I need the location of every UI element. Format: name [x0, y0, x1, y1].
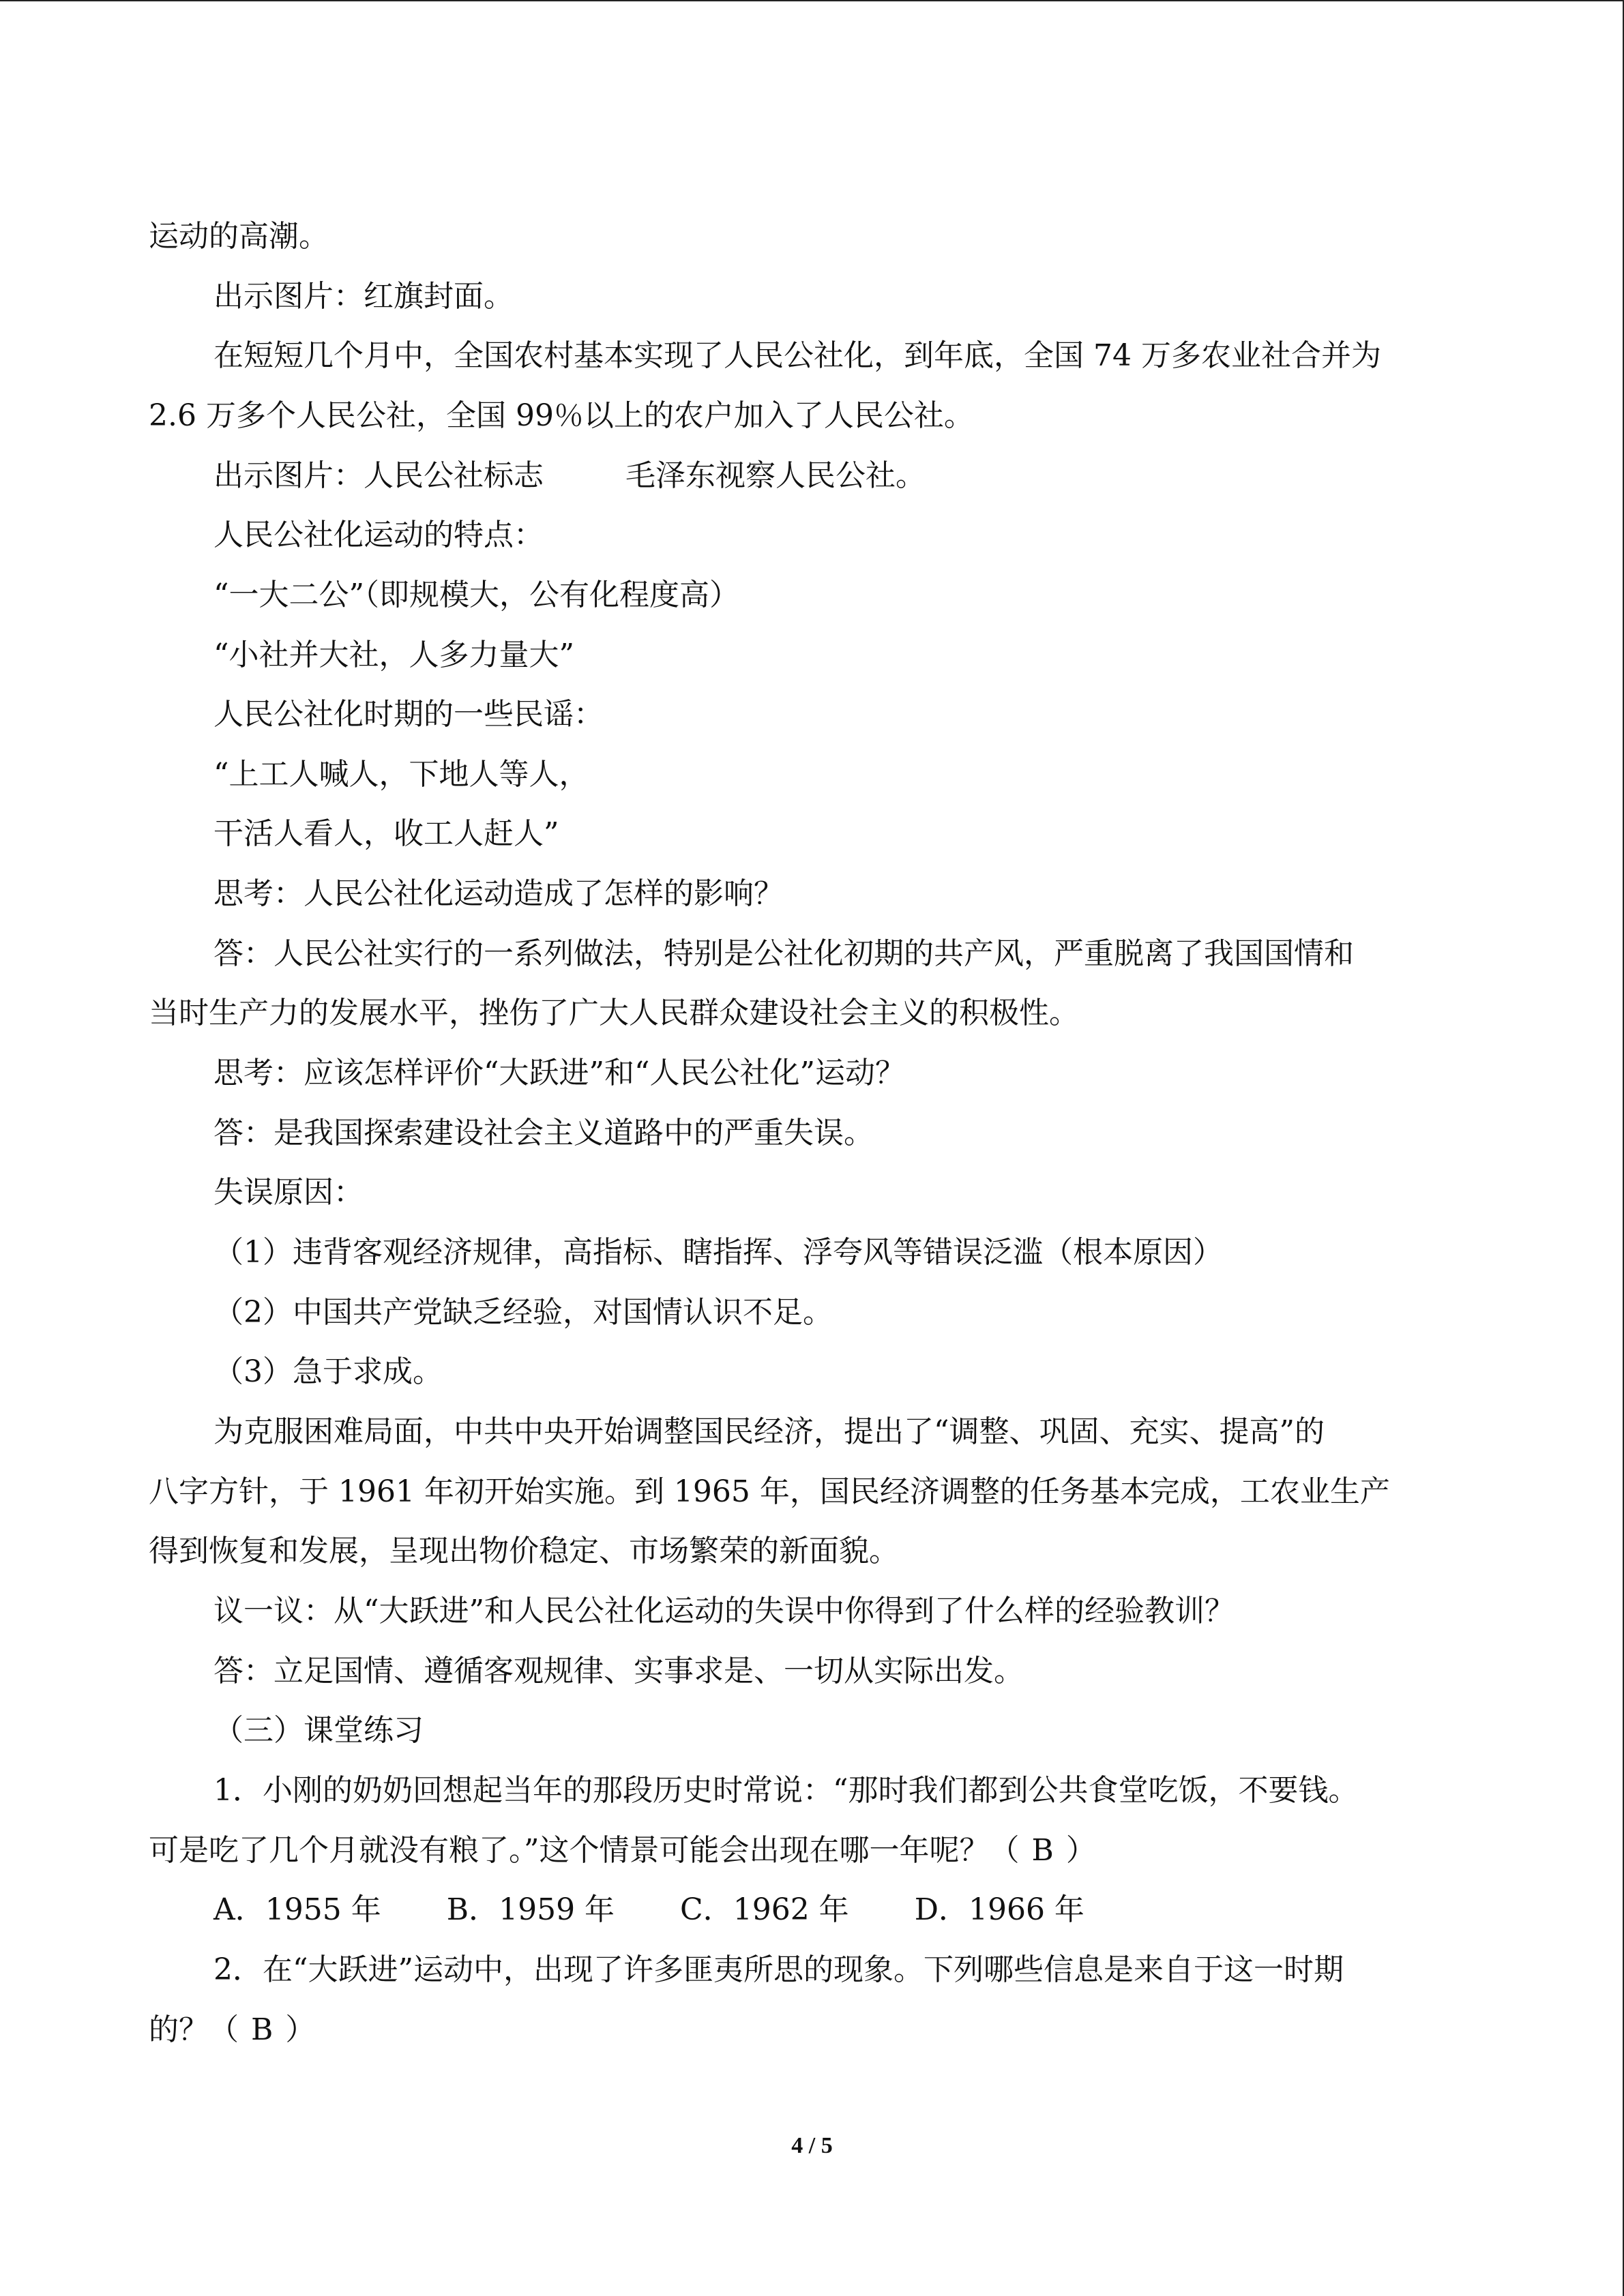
question-2-tail-text: 的？（	[149, 2012, 239, 2047]
picture-line-right: 毛泽东视察人民公社。	[625, 458, 926, 493]
page-top-border	[0, 0, 1624, 1]
option-d: D．1966 年	[914, 1892, 1084, 1927]
question-1-tail-text: 可是吃了几个月就没有粮了。”这个情景可能会出现在哪一年呢？（	[149, 1833, 1020, 1868]
option-c: C．1962 年	[680, 1892, 849, 1927]
text-line: （2）中国共产党缺乏经验，对国情认识不足。	[213, 1295, 833, 1330]
question-2-answer: B	[251, 2012, 274, 2047]
text-line: 2.6 万多个人民公社，全国 99％以上的农户加入了人民公社。	[149, 398, 974, 433]
text-line: 人民公社化运动的特点：	[213, 518, 544, 552]
text-line: 思考：人民公社化运动造成了怎样的影响？	[213, 876, 784, 911]
text-line: 答：是我国探索建设社会主义道路中的严重失误。	[213, 1116, 874, 1150]
text-line: 议一议：从“大跃进”和人民公社化运动的失误中你得到了什么样的经验教训？	[213, 1594, 1235, 1628]
text-line: 人民公社化时期的一些民谣：	[213, 697, 604, 732]
text-line: （1）违背客观经济规律，高指标、瞎指挥、浮夸风等错误泛滥（根本原因）	[213, 1235, 1223, 1270]
picture-line	[213, 456, 926, 496]
text-line: 干活人看人，收工人赶人”	[213, 816, 559, 851]
text-line: （3）急于求成。	[213, 1354, 443, 1389]
section-heading: （三）课堂练习	[213, 1713, 424, 1748]
text-line: 思考：应该怎样评价“大跃进”和“人民公社化”运动？	[213, 1056, 905, 1090]
text-line: “小社并大社，人多力量大”	[213, 638, 574, 672]
question-1-answer: B	[1031, 1833, 1054, 1868]
option-b: B．1959 年	[446, 1892, 615, 1927]
picture-line-left: 出示图片：人民公社标志	[213, 458, 544, 493]
text-line: 得到恢复和发展，呈现出物价稳定、市场繁荣的新面貌。	[149, 1534, 899, 1568]
question-2: 2．在“大跃进”运动中，出现了许多匪夷所思的现象。下列哪些信息是来自于这一时期	[213, 1952, 1344, 1987]
question-1-options	[213, 1890, 1084, 1930]
text-line: 失误原因：	[213, 1175, 364, 1210]
page-number: 4 / 5	[791, 2133, 833, 2158]
text-line: 当时生产力的发展水平，挫伤了广大人民群众建设社会主义的积极性。	[149, 996, 1079, 1030]
question-1: 1．小刚的奶奶回想起当年的那段历史时常说：“那时我们都到公共食堂吃饭，不要钱。	[213, 1773, 1359, 1808]
text-line: “一大二公”（即规模大，公有化程度高）	[213, 578, 739, 612]
question-2-tail	[149, 2010, 315, 2051]
question-1-tail-close: ）	[1065, 1833, 1096, 1868]
text-line: 答：人民公社实行的一系列做法，特别是公社化初期的共产风，严重脱离了我国国情和	[213, 936, 1354, 971]
text-line: 答：立足国情、遵循客观规律、实事求是、一切从实际出发。	[213, 1654, 1024, 1688]
text-line: 运动的高潮。	[149, 219, 329, 254]
option-a: A．1955 年	[213, 1892, 381, 1927]
text-line: “上工人喊人，下地人等人，	[213, 757, 589, 792]
text-line: 在短短几个月中，全国农村基本实现了人民公社化，到年底，全国 74 万多农业社合并为	[213, 338, 1381, 373]
question-1-tail	[149, 1830, 1096, 1871]
text-line: 出示图片：红旗封面。	[213, 279, 514, 314]
question-2-tail-close: ）	[285, 2012, 316, 2047]
text-line: 为克服困难局面，中共中央开始调整国民经济，提出了“调整、巩固、充实、提高”的	[213, 1414, 1325, 1449]
text-line: 八字方针，于 1961 年初开始实施。到 1965 年，国民经济调整的任务基本完成，工农业生产	[149, 1474, 1390, 1509]
